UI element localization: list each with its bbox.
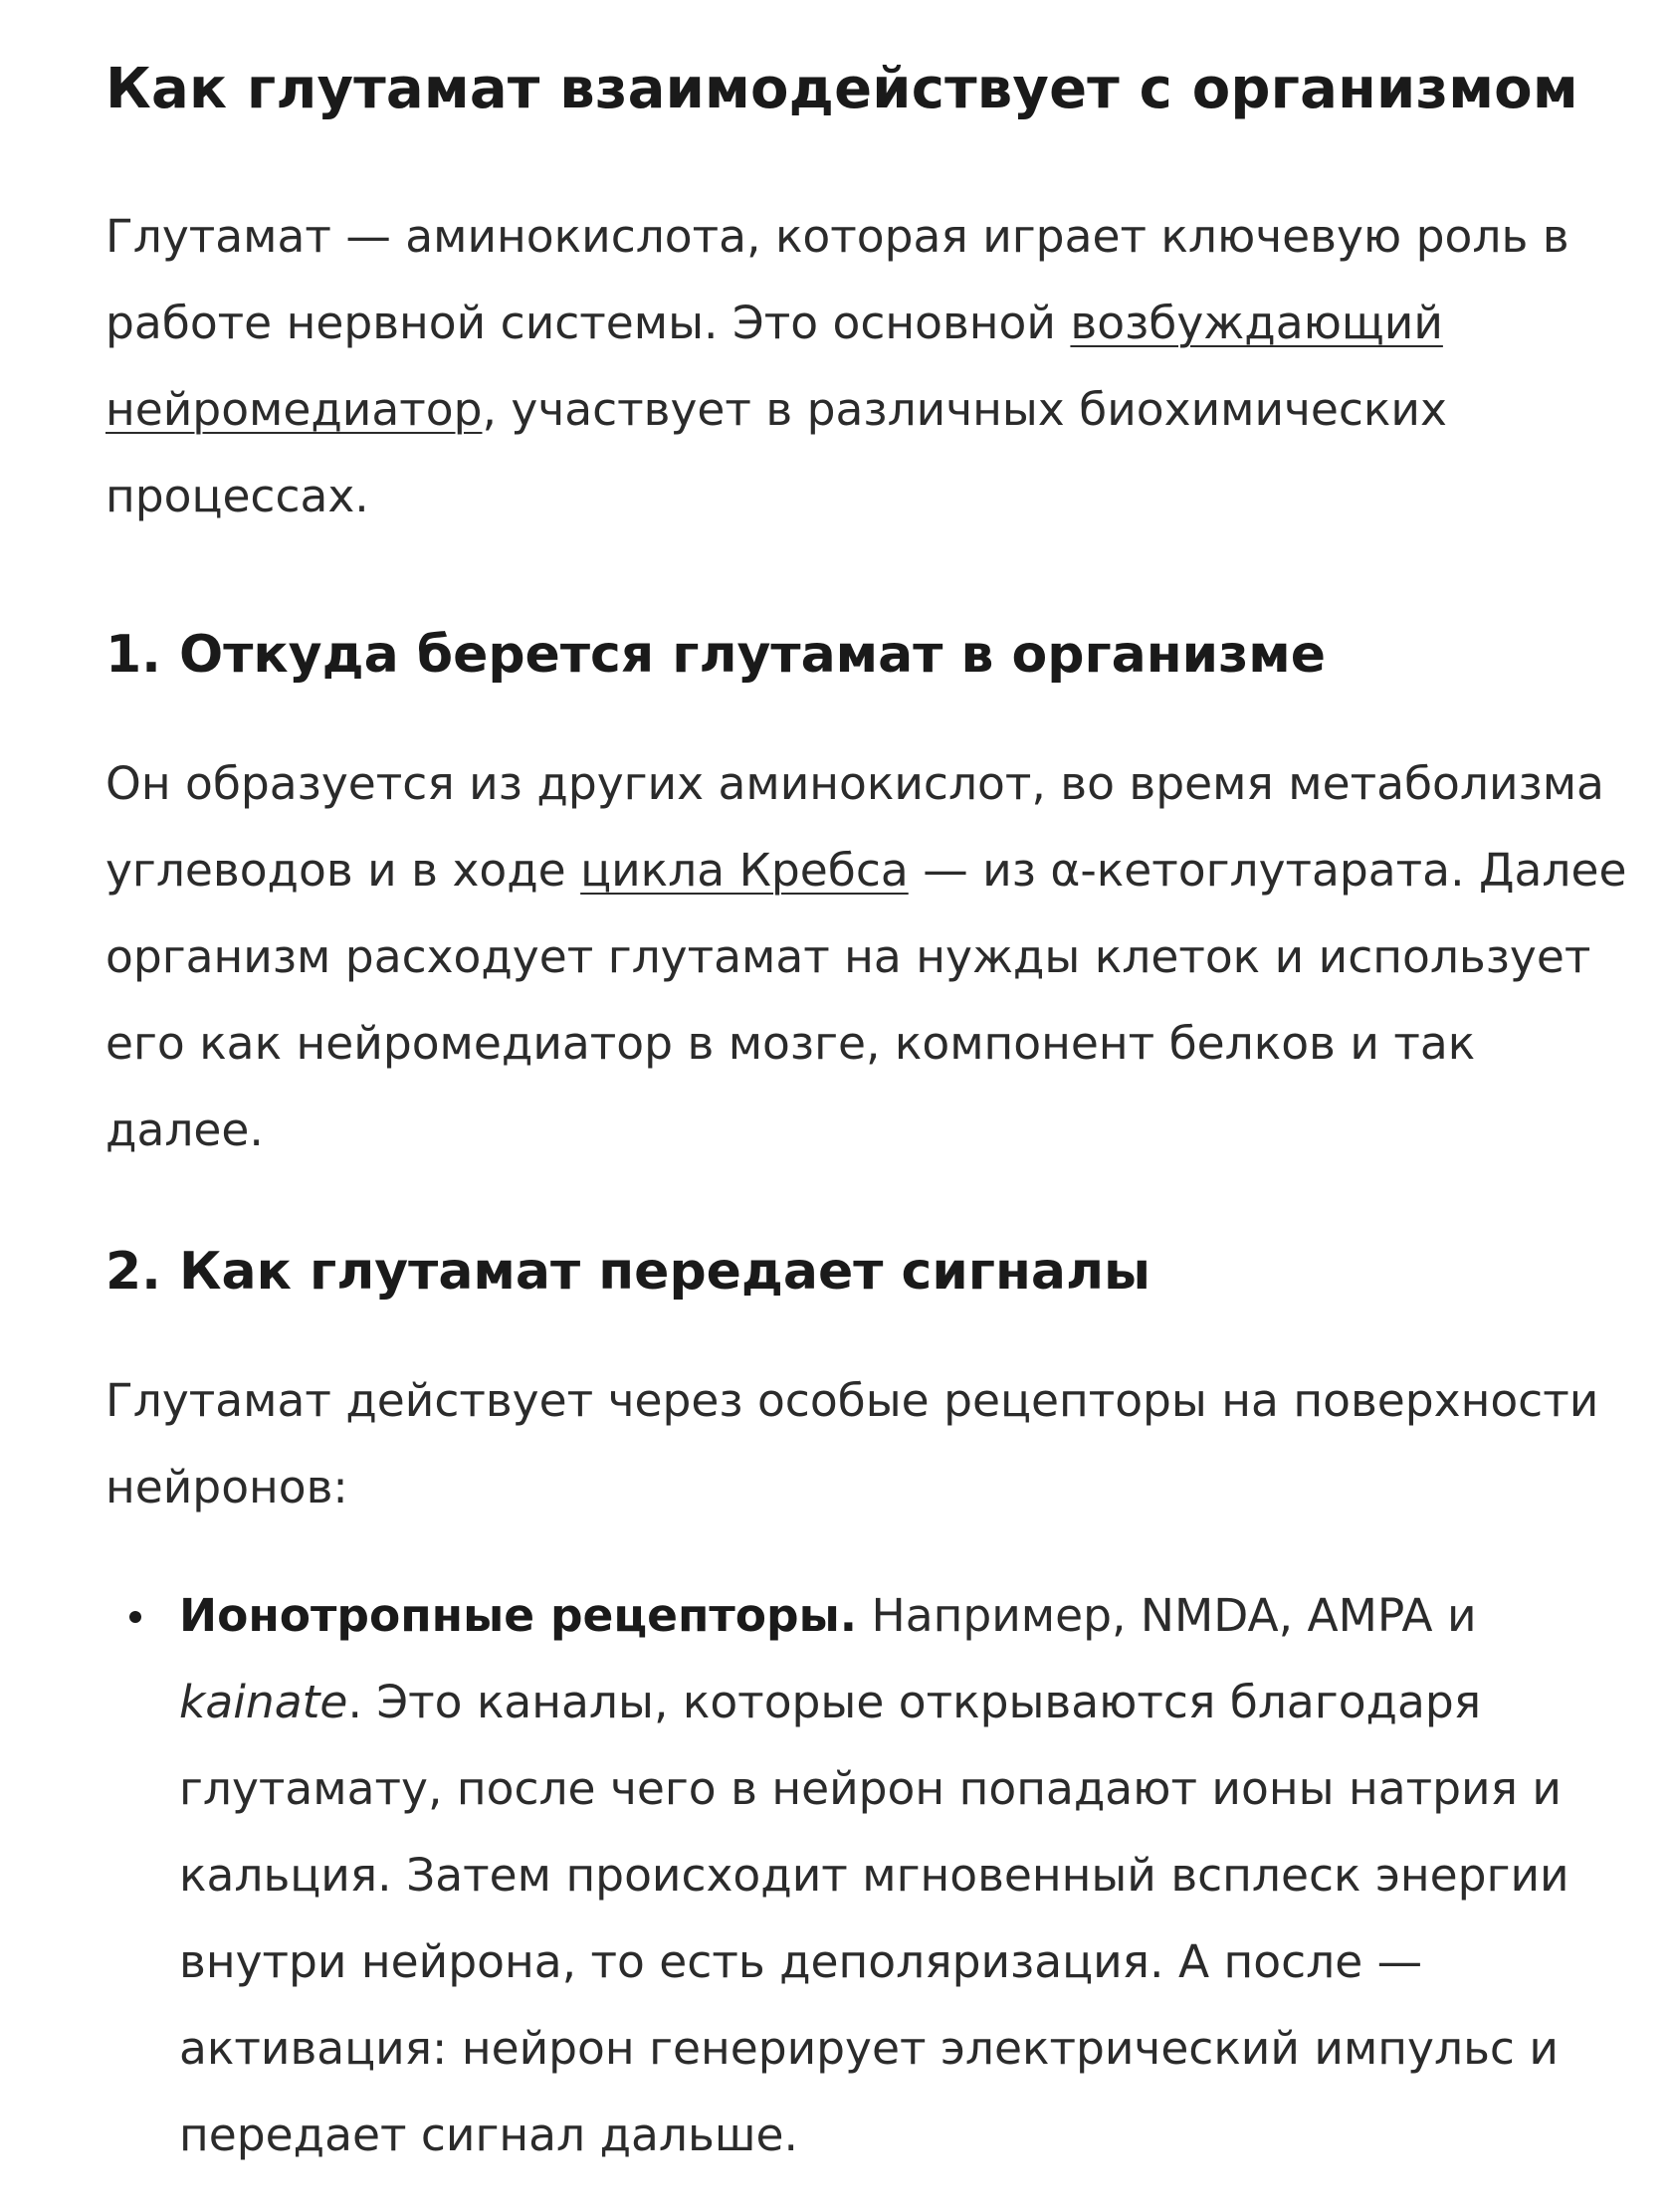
bullet-bold-label: Ионотропные рецепторы.: [179, 1589, 858, 1642]
intro-paragraph: [105, 193, 1638, 539]
section-1-heading: 1. Откуда берется глутамат в организме: [105, 625, 1327, 685]
section-1-text-1: Он образуется из других аминокислот, во время метаболизма углеводов и в ходе: [105, 757, 1604, 897]
intro-text-2: , участвует в различных биохимических процессах.: [105, 383, 1447, 522]
link-krebs-cycle[interactable]: цикла Кребса: [580, 844, 909, 897]
intro-text-1: Глутамат — аминокислота, которая играет ключевую роль в работе нервной системы. Это основной: [105, 210, 1569, 349]
section-1-text-2: — из α-кетоглутарата. Далее организм расходует глутамат на нужды клеток и использует его как нейромедиатор в мозге, компонент белков и так далее.: [105, 844, 1627, 1156]
bullet-text-1: Например, NMDA, AMPA и: [857, 1589, 1477, 1642]
receptor-list: [105, 1572, 1608, 2178]
link-excitatory-neurotransmitter[interactable]: возбуждающий нейромедиатор: [105, 297, 1443, 436]
bullet-text-2: . Это каналы, которые открываются благодаря глутамату, после чего в нейрон попадают ионы натрия и кальция. Затем происходит мгновенный всплеск энергии внутри нейрона, то есть деполяризация. А после — активация: нейрон генерирует электрический импульс и передает сигнал дальше.: [179, 1676, 1569, 2161]
bullet-icon: [129, 1611, 141, 1623]
article-title: Как глутамат взаимодействует с организмом: [105, 57, 1578, 121]
section-1-paragraph: [105, 740, 1638, 1173]
list-item: [105, 1572, 1608, 2178]
section-2-heading: 2. Как глутамат передает сигналы: [105, 1242, 1151, 1302]
section-2-intro: Глутамат действует через особые рецепторы на поверхности нейронов:: [105, 1374, 1599, 1513]
bullet-italic-term: kainate: [179, 1676, 348, 1728]
